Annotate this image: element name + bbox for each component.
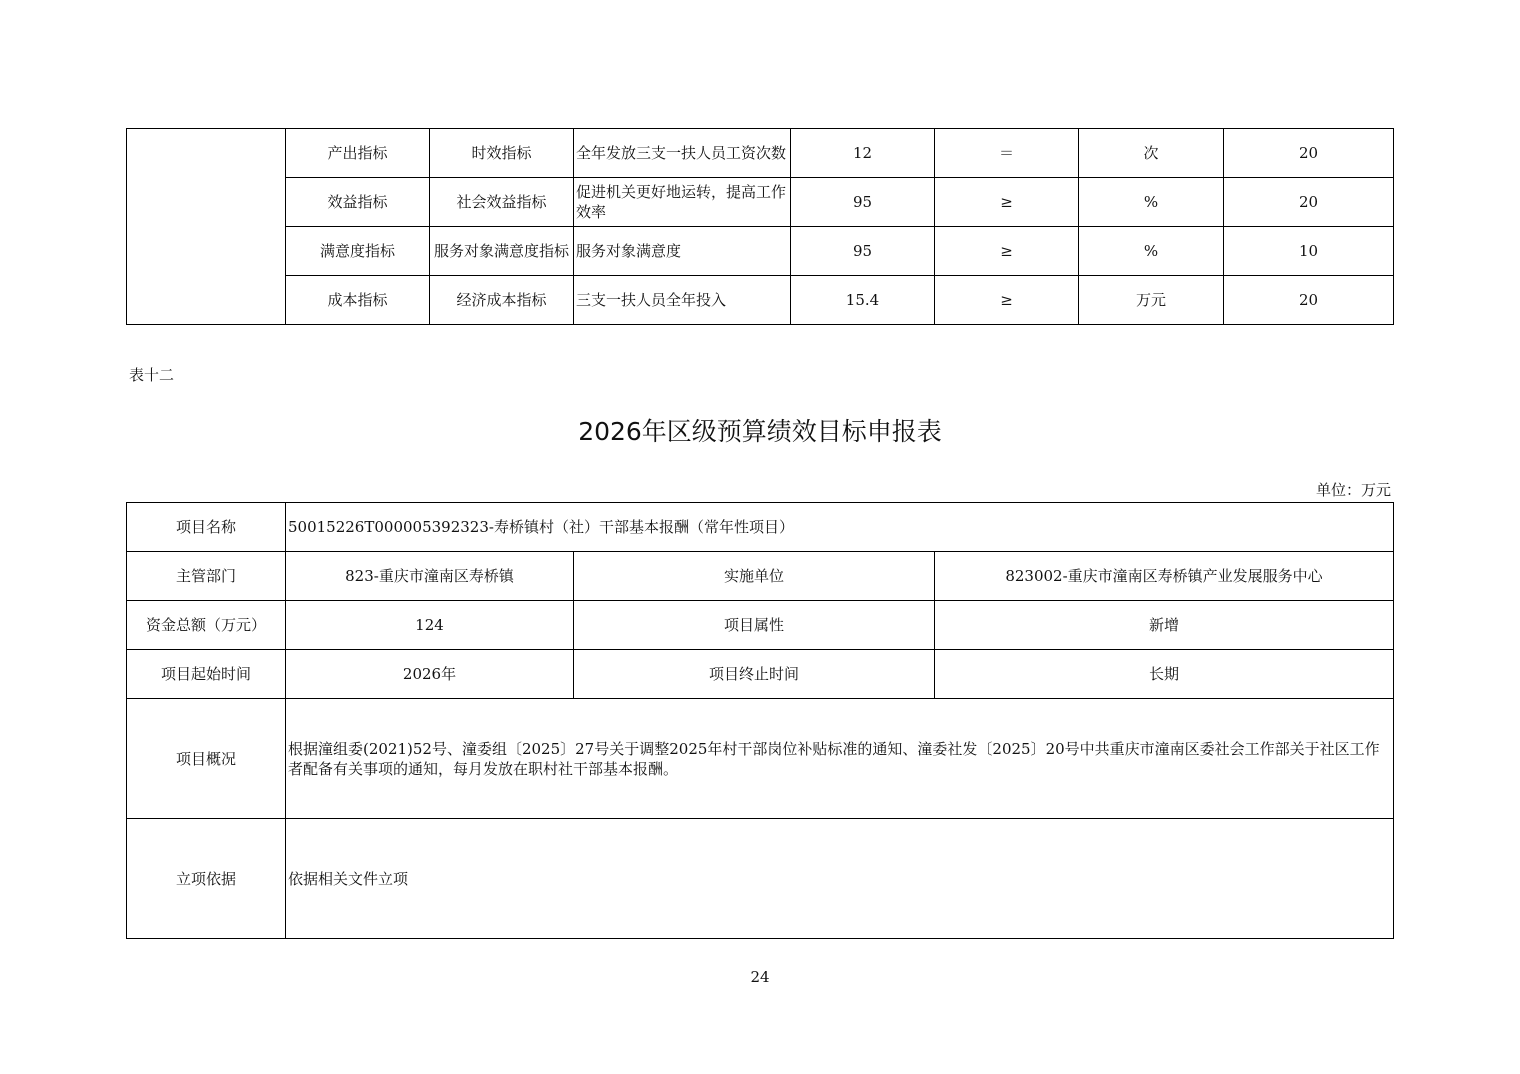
form-row: [127, 650, 1394, 699]
empty-merged-cell: [127, 129, 286, 325]
attr-label: 项目属性: [574, 601, 935, 650]
form-row: [127, 819, 1394, 939]
page-number: 24: [750, 968, 770, 986]
indicator-weight: 20: [1224, 276, 1394, 325]
indicator-level3: 三支一扶人员全年投入: [574, 276, 791, 325]
indicator-level3: 促进机关更好地运转，提高工作效率: [574, 178, 791, 227]
indicator-row: [127, 276, 1394, 325]
project-form-table: [126, 502, 1394, 939]
start-label: 项目起始时间: [127, 650, 286, 699]
dept-label: 主管部门: [127, 552, 286, 601]
indicator-row: [127, 178, 1394, 227]
impl-value: 823002-重庆市潼南区寿桥镇产业发展服务中心: [935, 552, 1394, 601]
indicator-unit: %: [1079, 227, 1224, 276]
indicator-value: 12: [791, 129, 935, 178]
dept-value: 823-重庆市潼南区寿桥镇: [286, 552, 574, 601]
indicator-unit: 次: [1079, 129, 1224, 178]
indicator-value: 95: [791, 227, 935, 276]
project-name-value: 50015226T000005392323-寿桥镇村（社）干部基本报酬（常年性项目）: [286, 503, 1394, 552]
basis-label: 立项依据: [127, 819, 286, 939]
indicator-value: 95: [791, 178, 935, 227]
form-row: [127, 552, 1394, 601]
indicator-level1: 效益指标: [286, 178, 430, 227]
table-label: 表十二: [129, 366, 175, 384]
fund-label: 资金总额（万元）: [127, 601, 286, 650]
indicator-row: [127, 129, 1394, 178]
indicator-operator: ＝: [935, 129, 1079, 178]
indicator-level1: 满意度指标: [286, 227, 430, 276]
indicator-operator: ≥: [935, 276, 1079, 325]
indicator-unit: 万元: [1079, 276, 1224, 325]
indicator-operator: ≥: [935, 178, 1079, 227]
indicator-level2: 经济成本指标: [430, 276, 574, 325]
start-value: 2026年: [286, 650, 574, 699]
unit-label: 单位：万元: [1315, 481, 1391, 499]
indicator-weight: 20: [1224, 178, 1394, 227]
overview-value: 根据潼组委(2021)52号、潼委组〔2025〕27号关于调整2025年村干部岗位补贴标准的通知、潼委社发〔2025〕20号中共重庆市潼南区委社会工作部关于社区工作者配备有关事项的通知，每月发放在职村社干部基本报酬。: [286, 699, 1394, 819]
indicator-table: [126, 128, 1394, 325]
project-name-label: 项目名称: [127, 503, 286, 552]
form-row: [127, 503, 1394, 552]
impl-label: 实施单位: [574, 552, 935, 601]
form-row: [127, 699, 1394, 819]
indicator-operator: ≥: [935, 227, 1079, 276]
indicator-row: [127, 227, 1394, 276]
indicator-level3: 全年发放三支一扶人员工资次数: [574, 129, 791, 178]
indicator-level1: 产出指标: [286, 129, 430, 178]
indicator-weight: 20: [1224, 129, 1394, 178]
indicator-level2: 时效指标: [430, 129, 574, 178]
basis-value: 依据相关文件立项: [286, 819, 1394, 939]
end-label: 项目终止时间: [574, 650, 935, 699]
page-title: 2026年区级预算绩效目标申报表: [578, 417, 942, 446]
form-row: [127, 601, 1394, 650]
indicator-unit: %: [1079, 178, 1224, 227]
indicator-level1: 成本指标: [286, 276, 430, 325]
indicator-level2: 服务对象满意度指标: [430, 227, 574, 276]
fund-value: 124: [286, 601, 574, 650]
attr-value: 新增: [935, 601, 1394, 650]
end-value: 长期: [935, 650, 1394, 699]
indicator-level3: 服务对象满意度: [574, 227, 791, 276]
overview-label: 项目概况: [127, 699, 286, 819]
indicator-weight: 10: [1224, 227, 1394, 276]
indicator-level2: 社会效益指标: [430, 178, 574, 227]
indicator-value: 15.4: [791, 276, 935, 325]
